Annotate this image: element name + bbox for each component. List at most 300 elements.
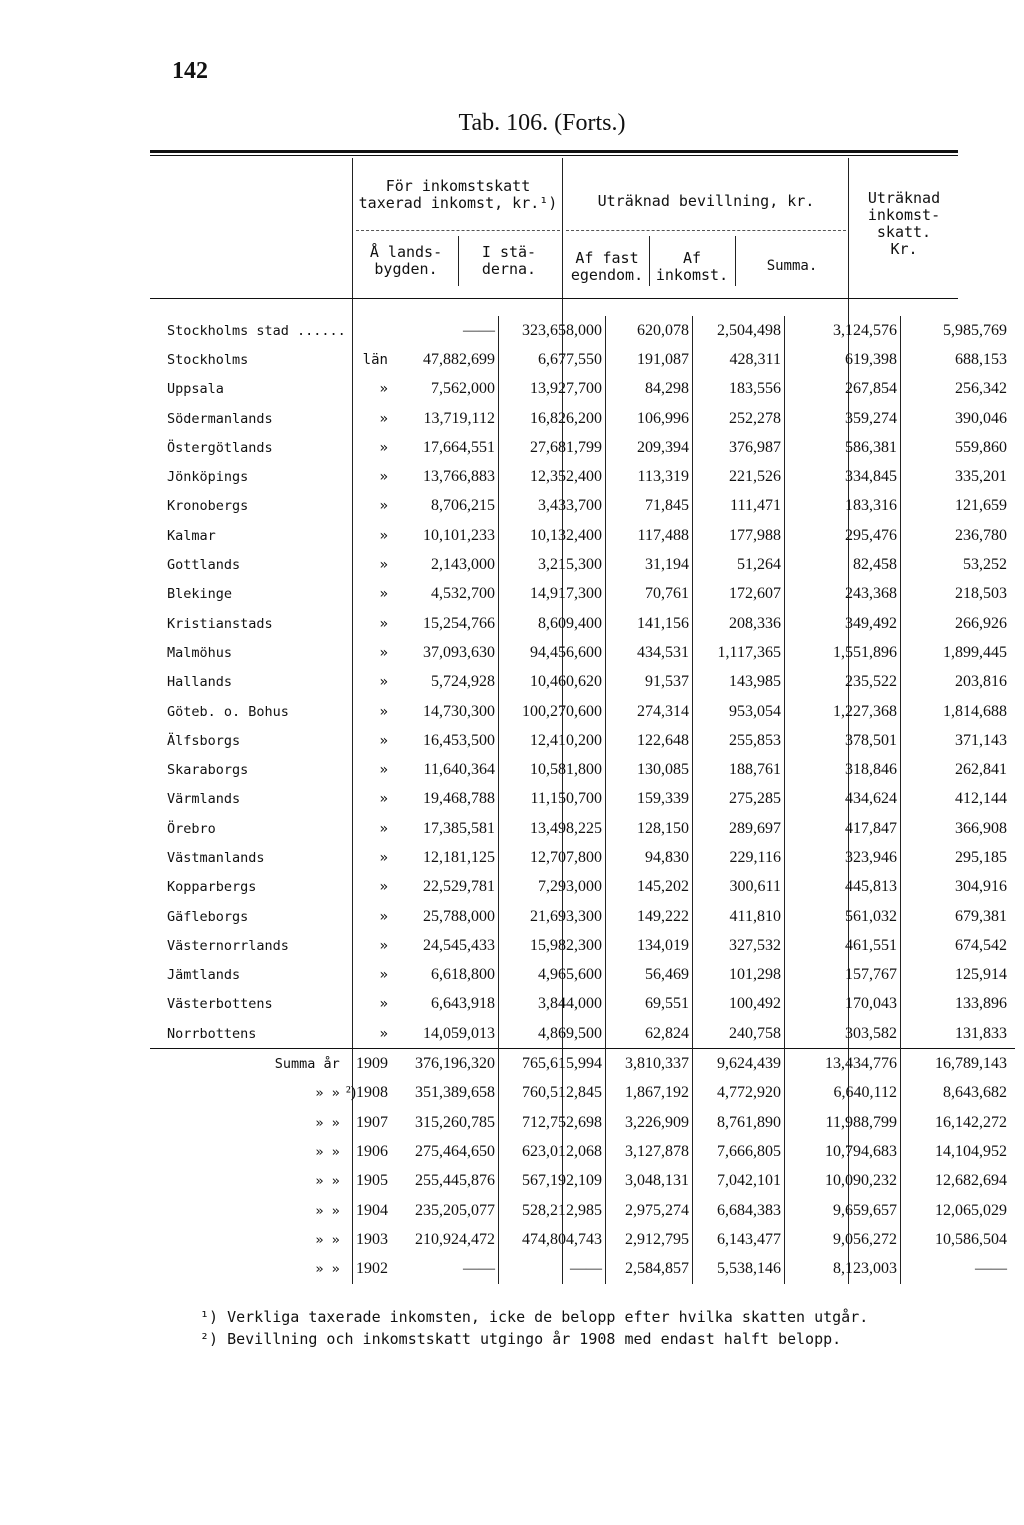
row-label: Kronobergs <box>167 498 249 515</box>
cell-c5: 235,522 <box>784 668 900 697</box>
row-lan: » <box>379 937 388 954</box>
row-year: 1906 <box>355 1142 388 1160</box>
cell-c4: 376,987 <box>692 433 784 462</box>
cell-c6: 10,586,504 <box>934 1230 1007 1248</box>
cell-c6: 236,780 <box>954 526 1007 544</box>
row-label: Gäfleborgs <box>167 908 249 925</box>
cell-c2: 8,609,400 <box>498 609 605 638</box>
table-row <box>150 814 1015 843</box>
cell-c3: 141,156 <box>605 609 692 638</box>
cell-c6: 203,816 <box>954 673 1007 691</box>
summary-row <box>150 1137 1015 1166</box>
row-label: Skaraborgs <box>167 762 249 779</box>
table-row <box>150 961 1015 990</box>
row-label: Malmöhus <box>167 644 233 661</box>
cell-c3: 117,488 <box>605 521 692 550</box>
cell-c2: 14,917,300 <box>498 580 605 609</box>
header-subdivider <box>458 236 459 286</box>
cell-c3: 62,824 <box>605 1019 692 1049</box>
header-col-summa: Summa. <box>766 258 818 274</box>
row-label: Stockholms <box>167 351 249 368</box>
summary-row <box>150 1196 1015 1225</box>
cell-c3: 2,912,795 <box>605 1225 692 1254</box>
table-row <box>150 404 1015 433</box>
cell-c5: 8,123,003 <box>784 1255 900 1284</box>
header-col-inkomstskatt: Uträknad inkomst- skatt. Kr. <box>867 189 941 258</box>
row-label: Kristianstads <box>167 615 273 632</box>
cell-c2: 4,965,600 <box>498 961 605 990</box>
row-lan: » <box>379 527 388 544</box>
cell-c4: 183,556 <box>692 375 784 404</box>
cell-c6: 688,153 <box>954 350 1007 368</box>
cell-c2: 3,433,700 <box>498 492 605 521</box>
cell-c4: 327,532 <box>692 931 784 960</box>
row-lan: » <box>379 791 388 808</box>
cell-c1: 25,788,000 <box>392 902 499 931</box>
row-label: Gottlands <box>167 557 241 574</box>
row-lan: län <box>362 351 388 368</box>
cell-c4: 411,810 <box>692 902 784 931</box>
table-row <box>150 755 1015 784</box>
cell-c5: 243,368 <box>784 580 900 609</box>
row-label: Södermanlands <box>167 410 273 427</box>
row-lan: » <box>379 820 388 837</box>
cell-c5: 349,492 <box>784 609 900 638</box>
cell-c1: 7,562,000 <box>392 375 499 404</box>
table-row <box>150 668 1015 697</box>
cell-c5: 303,582 <box>784 1019 900 1049</box>
summary-row <box>150 1049 1015 1079</box>
cell-c1: 14,059,013 <box>392 1019 499 1049</box>
table-row <box>150 609 1015 638</box>
cell-c1: 22,529,781 <box>392 873 499 902</box>
row-lan: » <box>379 996 388 1013</box>
row-label: » » <box>315 1231 340 1248</box>
table-row <box>150 697 1015 726</box>
row-lan: » <box>379 908 388 925</box>
row-lan: » <box>379 967 388 984</box>
cell-c2: 12,410,200 <box>498 726 605 755</box>
cell-c1: —— <box>392 316 499 345</box>
cell-c5: 82,458 <box>784 550 900 579</box>
cell-c3: 1,867,192 <box>605 1079 692 1108</box>
table-row <box>150 638 1015 667</box>
cell-c4: 7,042,101 <box>692 1167 784 1196</box>
cell-c2: 10,581,800 <box>498 755 605 784</box>
cell-c1: 14,730,300 <box>392 697 499 726</box>
cell-c2: 760,512,845 <box>498 1079 605 1108</box>
cell-c5: 318,846 <box>784 755 900 784</box>
cell-c6: 12,682,694 <box>934 1172 1007 1190</box>
cell-c5: 561,032 <box>784 902 900 931</box>
row-label: Västernorrlands <box>167 937 289 954</box>
cell-c2: 712,752,698 <box>498 1108 605 1137</box>
cell-c4: 2,504,498 <box>692 316 784 345</box>
cell-c5: 267,854 <box>784 375 900 404</box>
cell-c3: 209,394 <box>605 433 692 462</box>
cell-c4: 953,054 <box>692 697 784 726</box>
row-label: Jönköpings <box>167 469 249 486</box>
cell-c3: 70,761 <box>605 580 692 609</box>
row-lan <box>346 316 392 345</box>
cell-c3: 134,019 <box>605 931 692 960</box>
cell-c3: 3,048,131 <box>605 1167 692 1196</box>
cell-c5: 417,847 <box>784 814 900 843</box>
footnote-2: ²) Bevillning och inkomstskatt utgingo år 1908 med endast halft belopp. <box>200 1330 842 1348</box>
cell-c4: 9,624,439 <box>692 1049 784 1079</box>
cell-c6: 8,643,682 <box>942 1084 1007 1102</box>
cell-c1: 37,093,630 <box>392 638 499 667</box>
header-col-landsbygden: Å lands- bygden. <box>369 243 443 278</box>
cell-c4: 255,853 <box>692 726 784 755</box>
cell-c1: —— <box>392 1255 499 1284</box>
row-year: ²)1908 <box>345 1084 388 1102</box>
cell-c5: 11,988,799 <box>784 1108 900 1137</box>
cell-c5: 183,316 <box>784 492 900 521</box>
cell-c2: 10,460,620 <box>498 668 605 697</box>
cell-c2: 528,212,985 <box>498 1196 605 1225</box>
cell-c5: 10,090,232 <box>784 1167 900 1196</box>
row-lan: » <box>379 849 388 866</box>
cell-c2: —— <box>498 1255 605 1284</box>
summary-row <box>150 1079 1015 1108</box>
cell-c4: 300,611 <box>692 873 784 902</box>
summary-row <box>150 1225 1015 1254</box>
cell-c2: 21,693,300 <box>498 902 605 931</box>
header-divider <box>566 230 846 231</box>
cell-c4: 208,336 <box>692 609 784 638</box>
table-row <box>150 345 1015 374</box>
cell-c6: 131,833 <box>954 1024 1007 1042</box>
cell-c6: 14,104,952 <box>934 1142 1007 1160</box>
cell-c4: 229,116 <box>692 843 784 872</box>
row-lan: » <box>379 557 388 574</box>
cell-c5: 1,551,896 <box>784 638 900 667</box>
cell-c5: 9,659,657 <box>784 1196 900 1225</box>
cell-c6: 371,143 <box>954 731 1007 749</box>
header-subdivider <box>649 236 650 286</box>
cell-c6: 16,789,143 <box>900 1049 1015 1079</box>
row-label: Uppsala <box>167 381 224 398</box>
cell-c3: 71,845 <box>605 492 692 521</box>
cell-c1: 315,260,785 <box>392 1108 499 1137</box>
cell-c1: 275,464,650 <box>392 1137 499 1166</box>
summary-row <box>150 1167 1015 1196</box>
cell-c1: 235,205,077 <box>392 1196 499 1225</box>
cell-c5: 6,640,112 <box>784 1079 900 1108</box>
row-label: Göteb. o. Bohus <box>167 703 289 720</box>
header-group-taxerad: För inkomstskatt taxerad inkomst, kr.¹) <box>358 177 558 212</box>
cell-c1: 15,254,766 <box>392 609 499 638</box>
row-year: 1903 <box>355 1230 388 1248</box>
cell-c6: 5,985,769 <box>942 321 1007 339</box>
cell-c6: 674,542 <box>954 936 1007 954</box>
summary-row <box>150 1108 1015 1137</box>
cell-c1: 13,719,112 <box>392 404 499 433</box>
cell-c4: 6,143,477 <box>692 1225 784 1254</box>
cell-c4: 240,758 <box>692 1019 784 1049</box>
cell-c6: 53,252 <box>962 556 1007 574</box>
footnotes <box>200 1306 868 1350</box>
cell-c2: 6,677,550 <box>498 345 605 374</box>
row-label: Västerbottens <box>167 996 273 1013</box>
cell-c5: 170,043 <box>784 990 900 1019</box>
cell-c2: 16,826,200 <box>498 404 605 433</box>
table-row <box>150 902 1015 931</box>
row-label: » » <box>315 1202 340 1219</box>
cell-c4: 289,697 <box>692 814 784 843</box>
row-lan: » <box>379 762 388 779</box>
cell-c6: 1,814,688 <box>942 702 1007 720</box>
table-row <box>150 1019 1015 1049</box>
cell-c6: 262,841 <box>954 761 1007 779</box>
cell-c1: 8,706,215 <box>392 492 499 521</box>
cell-c3: 149,222 <box>605 902 692 931</box>
cell-c1: 5,724,928 <box>392 668 499 697</box>
cell-c3: 91,537 <box>605 668 692 697</box>
cell-c6: 304,916 <box>954 878 1007 896</box>
row-lan: » <box>379 1025 388 1042</box>
row-label: Stockholms stad ...... <box>167 322 346 339</box>
page-number: 142 <box>172 58 208 84</box>
cell-c5: 378,501 <box>784 726 900 755</box>
table-row <box>150 433 1015 462</box>
cell-c6: 12,065,029 <box>934 1201 1007 1219</box>
cell-c3: 56,469 <box>605 961 692 990</box>
cell-c4: 177,988 <box>692 521 784 550</box>
table-row <box>150 316 1015 345</box>
cell-c3: 31,194 <box>605 550 692 579</box>
cell-c5: 359,274 <box>784 404 900 433</box>
row-lan: » <box>379 732 388 749</box>
row-year: 1905 <box>355 1172 388 1190</box>
footnote-1: ¹) Verkliga taxerade inkomsten, icke de belopp efter hvilka skatten utgår. <box>200 1308 869 1326</box>
table-row <box>150 785 1015 814</box>
cell-c4: 143,985 <box>692 668 784 697</box>
cell-c1: 17,664,551 <box>392 433 499 462</box>
table-row <box>150 843 1015 872</box>
table-row <box>150 580 1015 609</box>
cell-c2: 11,150,700 <box>498 785 605 814</box>
row-label: Västmanlands <box>167 849 265 866</box>
row-label: Värmlands <box>167 791 241 808</box>
cell-c2: 27,681,799 <box>498 433 605 462</box>
cell-c2: 323,658,000 <box>498 316 605 345</box>
cell-c1: 2,143,000 <box>392 550 499 579</box>
cell-c3: 128,150 <box>605 814 692 843</box>
cell-c3: 620,078 <box>605 316 692 345</box>
cell-c4: 4,772,920 <box>692 1079 784 1108</box>
cell-c4: 8,761,890 <box>692 1108 784 1137</box>
cell-c5: 334,845 <box>784 462 900 491</box>
cell-c2: 474,804,743 <box>498 1225 605 1254</box>
cell-c2: 623,012,068 <box>498 1137 605 1166</box>
row-lan: » <box>379 703 388 720</box>
cell-c4: 7,666,805 <box>692 1137 784 1166</box>
table-row <box>150 931 1015 960</box>
cell-c1: 6,618,800 <box>392 961 499 990</box>
header-group-bevillning: Uträknad bevillning, kr. <box>597 192 815 210</box>
header-divider <box>356 230 560 231</box>
row-year: 1904 <box>355 1201 388 1219</box>
row-label: » » <box>315 1261 340 1278</box>
cell-c2: 10,132,400 <box>498 521 605 550</box>
cell-c3: 94,830 <box>605 843 692 872</box>
row-label: Blekinge <box>167 586 233 603</box>
header-col-staderna: I stä- derna. <box>481 243 537 278</box>
cell-c3: 122,648 <box>605 726 692 755</box>
cell-c6: 412,144 <box>954 790 1007 808</box>
summary-row <box>150 1255 1015 1284</box>
row-label: Jämtlands <box>167 967 241 984</box>
row-lan: » <box>379 615 388 632</box>
cell-c6: 335,201 <box>954 468 1007 486</box>
row-lan: » <box>379 586 388 603</box>
cell-c4: 100,492 <box>692 990 784 1019</box>
row-label: Älfsborgs <box>167 732 241 749</box>
cell-c1: 11,640,364 <box>392 755 499 784</box>
cell-c5: 586,381 <box>784 433 900 462</box>
cell-c2: 94,456,600 <box>498 638 605 667</box>
cell-c2: 765,615,994 <box>498 1049 605 1079</box>
row-lan: » <box>379 439 388 456</box>
cell-c5: 10,794,683 <box>784 1137 900 1166</box>
row-lan: » <box>379 498 388 515</box>
top-rule-thin <box>150 155 958 156</box>
cell-c1: 24,545,433 <box>392 931 499 960</box>
cell-c3: 3,226,909 <box>605 1108 692 1137</box>
cell-c1: 6,643,918 <box>392 990 499 1019</box>
cell-c1: 210,924,472 <box>392 1225 499 1254</box>
cell-c5: 157,767 <box>784 961 900 990</box>
cell-c1: 19,468,788 <box>392 785 499 814</box>
cell-c6: 679,381 <box>954 907 1007 925</box>
cell-c4: 111,471 <box>692 492 784 521</box>
table-title: Tab. 106. (Forts.) <box>458 110 626 136</box>
cell-c3: 2,584,857 <box>605 1255 692 1284</box>
cell-c1: 4,532,700 <box>392 580 499 609</box>
row-label: » » <box>315 1173 340 1190</box>
cell-c1: 376,196,320 <box>392 1049 499 1079</box>
cell-c1: 16,453,500 <box>392 726 499 755</box>
cell-c1: 17,385,581 <box>392 814 499 843</box>
row-label: Hallands <box>167 674 233 691</box>
table-row <box>150 726 1015 755</box>
top-rule <box>150 150 958 153</box>
row-year: 1907 <box>355 1113 388 1131</box>
cell-c2: 12,352,400 <box>498 462 605 491</box>
cell-c3: 130,085 <box>605 755 692 784</box>
cell-c5: 434,624 <box>784 785 900 814</box>
cell-c5: 619,398 <box>784 345 900 374</box>
cell-c6: —— <box>974 1260 1007 1278</box>
cell-c1: 13,766,883 <box>392 462 499 491</box>
cell-c1: 255,445,876 <box>392 1167 499 1196</box>
cell-c6: 559,860 <box>954 438 1007 456</box>
row-label: » » <box>315 1114 340 1131</box>
row-lan: » <box>379 469 388 486</box>
cell-c2: 7,293,000 <box>498 873 605 902</box>
cell-c6: 256,342 <box>954 380 1007 398</box>
cell-c3: 106,996 <box>605 404 692 433</box>
header-bottom-rule <box>150 298 958 299</box>
cell-c4: 6,684,383 <box>692 1196 784 1225</box>
cell-c2: 12,707,800 <box>498 843 605 872</box>
cell-c3: 434,531 <box>605 638 692 667</box>
cell-c6: 121,659 <box>954 497 1007 515</box>
cell-c3: 3,810,337 <box>605 1049 692 1079</box>
row-lan: » <box>379 879 388 896</box>
cell-c5: 295,476 <box>784 521 900 550</box>
cell-c6: 218,503 <box>954 585 1007 603</box>
row-label: » » <box>315 1143 340 1160</box>
row-lan: » <box>379 410 388 427</box>
cell-c6: 1,899,445 <box>942 643 1007 661</box>
row-label: Kopparbergs <box>167 879 257 896</box>
cell-c5: 9,056,272 <box>784 1225 900 1254</box>
cell-c2: 100,270,600 <box>498 697 605 726</box>
cell-c4: 172,607 <box>692 580 784 609</box>
row-label: Summa år <box>150 1049 346 1079</box>
cell-c4: 221,526 <box>692 462 784 491</box>
cell-c5: 445,813 <box>784 873 900 902</box>
cell-c4: 5,538,146 <box>692 1255 784 1284</box>
row-lan: » <box>379 381 388 398</box>
table-row <box>150 521 1015 550</box>
cell-c2: 13,498,225 <box>498 814 605 843</box>
cell-c4: 252,278 <box>692 404 784 433</box>
cell-c6: 125,914 <box>954 966 1007 984</box>
cell-c5: 323,946 <box>784 843 900 872</box>
cell-c2: 3,215,300 <box>498 550 605 579</box>
cell-c3: 159,339 <box>605 785 692 814</box>
cell-c4: 275,285 <box>692 785 784 814</box>
cell-c3: 84,298 <box>605 375 692 404</box>
table-row <box>150 375 1015 404</box>
cell-c1: 12,181,125 <box>392 843 499 872</box>
cell-c4: 1,117,365 <box>692 638 784 667</box>
data-table <box>150 316 1015 1284</box>
table-row <box>150 873 1015 902</box>
cell-c1: 47,882,699 <box>392 345 499 374</box>
cell-c6: 295,185 <box>954 848 1007 866</box>
row-label: Örebro <box>167 820 216 837</box>
cell-c3: 145,202 <box>605 873 692 902</box>
cell-c6: 390,046 <box>954 409 1007 427</box>
cell-c3: 2,975,274 <box>605 1196 692 1225</box>
cell-c2: 567,192,109 <box>498 1167 605 1196</box>
cell-c5: 13,434,776 <box>784 1049 900 1079</box>
cell-c2: 15,982,300 <box>498 931 605 960</box>
row-year: 1909 <box>346 1049 392 1079</box>
row-year: 1902 <box>355 1260 388 1278</box>
cell-c6: 366,908 <box>954 819 1007 837</box>
row-lan: » <box>379 674 388 691</box>
row-label: Kalmar <box>167 527 216 544</box>
cell-c3: 191,087 <box>605 345 692 374</box>
cell-c6: 133,896 <box>954 995 1007 1013</box>
cell-c2: 4,869,500 <box>498 1019 605 1049</box>
table-row <box>150 492 1015 521</box>
table-row <box>150 550 1015 579</box>
cell-c2: 3,844,000 <box>498 990 605 1019</box>
cell-c1: 351,389,658 <box>392 1079 499 1108</box>
row-label: Östergötlands <box>167 439 273 456</box>
table-row <box>150 990 1015 1019</box>
cell-c4: 428,311 <box>692 345 784 374</box>
cell-c4: 51,264 <box>692 550 784 579</box>
row-label: Norrbottens <box>167 1025 257 1042</box>
